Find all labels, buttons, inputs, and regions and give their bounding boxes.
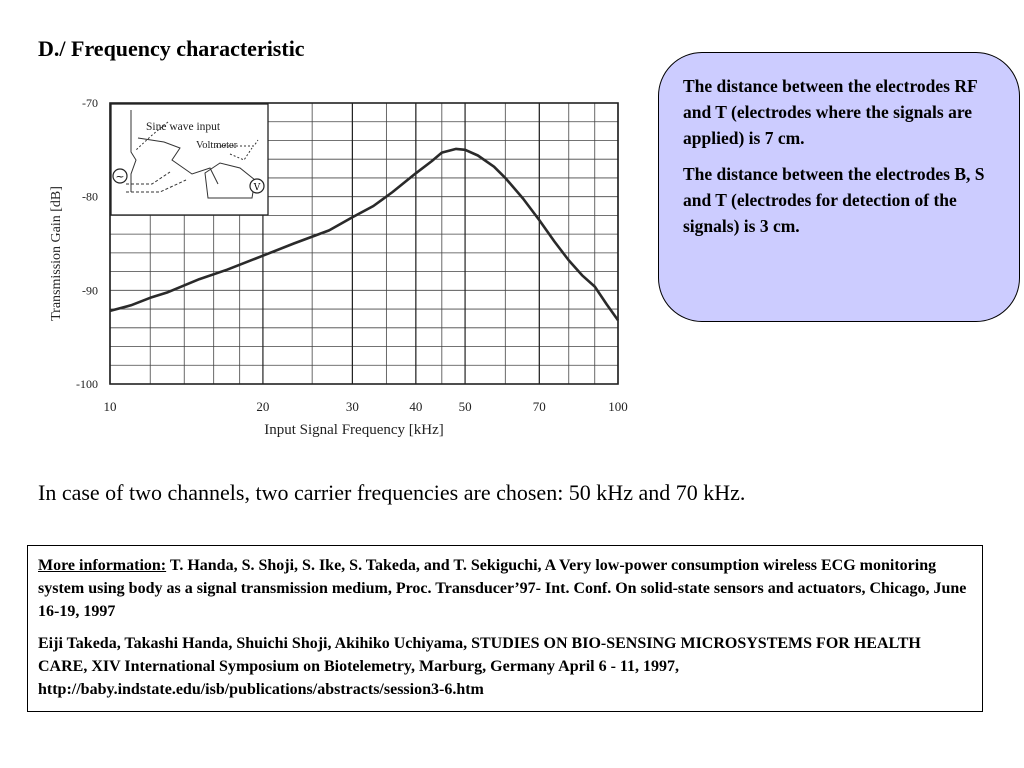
voltmeter-glyph: V [253, 183, 261, 193]
x-tick-labels [104, 399, 628, 414]
reference-1-text: T. Handa, S. Shoji, S. Ike, S. Takeda, and T. Sekiguchi, A Very low-power consumption wireless ECG monitoring system using body as a signal transmission medium, Proc. Transducer’97- Int. Conf. On solid-state sensors and actuators, Chicago, June 16-19, 1997 [38, 557, 967, 620]
electrode-distance-callout [658, 52, 1020, 322]
x-tick-label: 70 [532, 399, 546, 414]
sine-source-glyph: ~ [115, 170, 125, 183]
chart-svg [40, 88, 640, 448]
slide-title: D./ Frequency characteristic [38, 36, 305, 61]
y-tick-labels [76, 96, 98, 391]
x-tick-label: 50 [458, 399, 472, 414]
x-tick-label: 10 [103, 399, 117, 414]
carrier-frequency-statement: In case of two channels, two carrier frequencies are chosen: 50 kHz and 70 kHz. [38, 480, 746, 505]
reference-2: Eiji Takeda, Takashi Handa, Shuichi Shoji, Akihiko Uchiyama, STUDIES ON BIO-SENSING MICROSYSTEMS FOR HEALTH CARE, XIV International Symposium on Biotelemetry, Marburg, Germany April 6 - 11, 1997, http://baby.indstate.edu/isb/publications/abstracts/session3-6.htm [38, 635, 921, 698]
callout-paragraph-rf-t: The distance between the electrodes RF and T (electrodes where the signals are applied) is 7 cm. [683, 76, 978, 148]
more-information-label: More information: [38, 557, 167, 574]
y-axis-label: Transmission Gain [dB] [49, 186, 64, 321]
y-tick-label: -100 [76, 377, 98, 391]
y-tick-label: -90 [82, 283, 98, 298]
inset-label-voltmeter: Voltmeter [196, 140, 238, 151]
y-tick-label: -70 [82, 96, 98, 110]
reference-1 [38, 554, 972, 623]
callout-paragraph-b-s-t: The distance between the electrodes B, S and T (electrodes for detection of the signals) is 3 cm. [683, 164, 985, 236]
y-tick-label: -80 [82, 189, 98, 204]
frequency-characteristic-chart [40, 88, 640, 448]
x-axis-label: Input Signal Frequency [kHz] [264, 422, 444, 438]
inset-label-sine-wave-input: Sine wave input [146, 121, 221, 133]
x-tick-label: 30 [345, 399, 359, 414]
x-tick-label: 40 [409, 399, 423, 414]
x-tick-label: 100 [608, 399, 628, 414]
measurement-setup-inset [111, 104, 268, 215]
x-tick-label: 20 [256, 399, 270, 414]
more-information-box [27, 545, 983, 712]
